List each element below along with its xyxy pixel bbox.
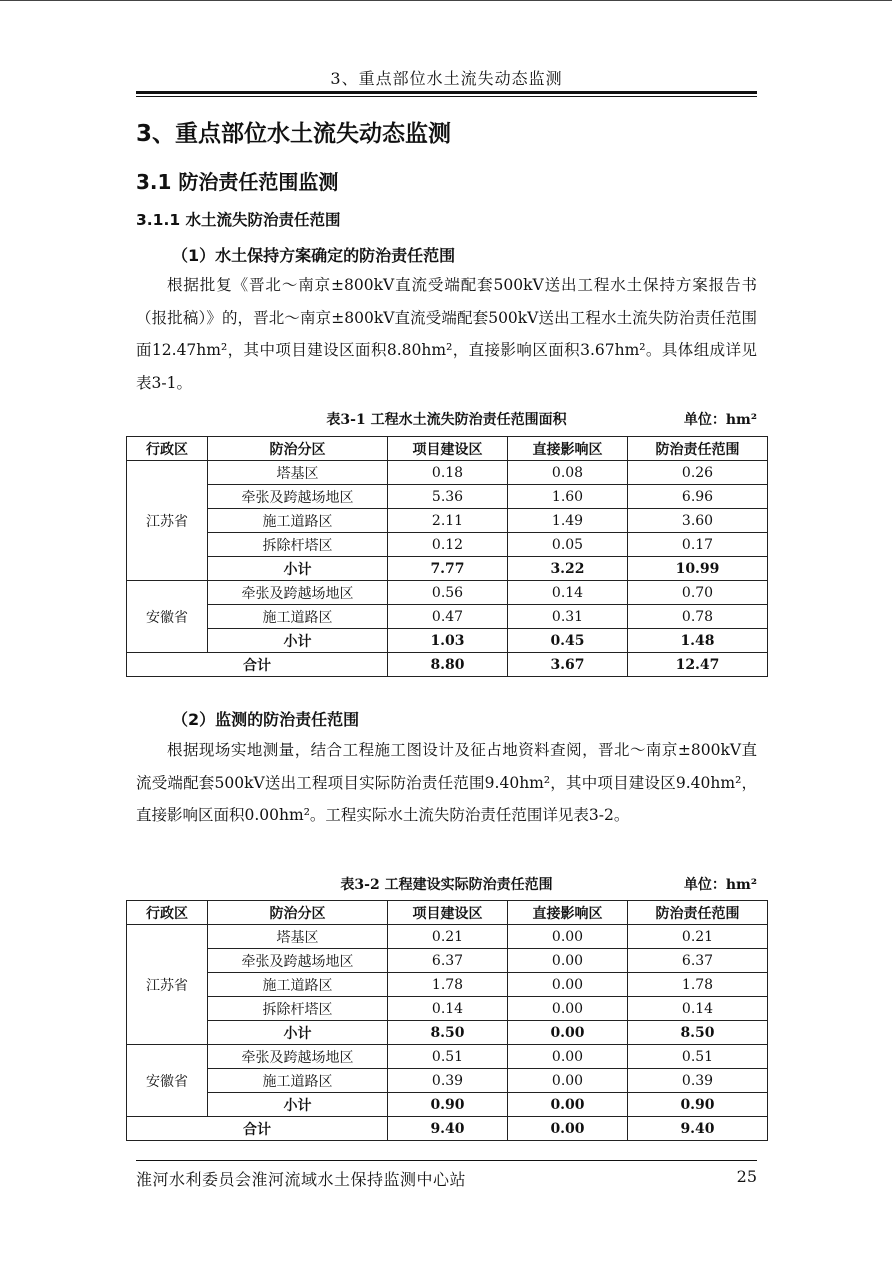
subtotal-label: 小计 xyxy=(208,1021,388,1045)
table-3-2-title: 表3-2 工程建设实际防治责任范围 xyxy=(340,877,553,893)
table-3-1-caption xyxy=(136,409,757,429)
province-cell: 江苏省 xyxy=(127,461,208,581)
value-cell: 0.08 xyxy=(508,461,628,485)
table-row xyxy=(127,1069,768,1093)
value-cell: 0.39 xyxy=(388,1069,508,1093)
zone-cell: 塔基区 xyxy=(208,461,388,485)
value-cell: 0.39 xyxy=(628,1069,768,1093)
col-header-admin: 行政区 xyxy=(127,437,208,461)
col-header-project: 项目建设区 xyxy=(388,437,508,461)
total-value: 3.67 xyxy=(508,653,628,677)
item-heading-1: （1）水土保持方案确定的防治责任范围 xyxy=(172,246,456,265)
total-value: 0.00 xyxy=(508,1117,628,1141)
subtotal-label: 小计 xyxy=(208,1093,388,1117)
subtotal-value: 0.00 xyxy=(508,1021,628,1045)
subtotal-row xyxy=(127,1093,768,1117)
subtotal-value: 1.48 xyxy=(628,629,768,653)
table-row xyxy=(127,533,768,557)
value-cell: 0.00 xyxy=(508,973,628,997)
subtotal-value: 7.77 xyxy=(388,557,508,581)
table-row xyxy=(127,925,768,949)
value-cell: 1.78 xyxy=(628,973,768,997)
value-cell: 0.05 xyxy=(508,533,628,557)
subtotal-value: 0.90 xyxy=(628,1093,768,1117)
subtotal-value: 0.45 xyxy=(508,629,628,653)
value-cell: 0.00 xyxy=(508,949,628,973)
value-cell: 0.00 xyxy=(508,1045,628,1069)
col-header-admin: 行政区 xyxy=(127,901,208,925)
value-cell: 0.56 xyxy=(388,581,508,605)
col-header-direct: 直接影响区 xyxy=(508,437,628,461)
value-cell: 0.70 xyxy=(628,581,768,605)
value-cell: 3.60 xyxy=(628,509,768,533)
province-cell: 安徽省 xyxy=(127,581,208,653)
table-row xyxy=(127,509,768,533)
total-row xyxy=(127,1117,768,1141)
section-heading: 3.1 防治责任范围监测 xyxy=(136,170,339,194)
header-rule-thick xyxy=(136,91,757,94)
value-cell: 0.26 xyxy=(628,461,768,485)
total-label: 合计 xyxy=(127,653,388,677)
zone-cell: 拆除杆塔区 xyxy=(208,997,388,1021)
table-3-2-caption xyxy=(136,874,757,894)
zone-cell: 施工道路区 xyxy=(208,509,388,533)
item-heading-2: （2）监测的防治责任范围 xyxy=(172,710,360,729)
page-top-border xyxy=(0,0,892,1)
value-cell: 0.12 xyxy=(388,533,508,557)
value-cell: 5.36 xyxy=(388,485,508,509)
subtotal-row xyxy=(127,557,768,581)
value-cell: 0.78 xyxy=(628,605,768,629)
value-cell: 0.47 xyxy=(388,605,508,629)
subtotal-row xyxy=(127,1021,768,1045)
value-cell: 0.51 xyxy=(388,1045,508,1069)
table-3-1-unit: 单位：hm² xyxy=(683,412,757,428)
subtotal-value: 1.03 xyxy=(388,629,508,653)
total-value: 8.80 xyxy=(388,653,508,677)
value-cell: 2.11 xyxy=(388,509,508,533)
zone-cell: 牵张及跨越场地区 xyxy=(208,581,388,605)
col-header-zone: 防治分区 xyxy=(208,901,388,925)
province-cell: 江苏省 xyxy=(127,925,208,1045)
paragraph-1 xyxy=(136,269,757,399)
province-cell: 安徽省 xyxy=(127,1045,208,1117)
total-value: 9.40 xyxy=(628,1117,768,1141)
table-row xyxy=(127,605,768,629)
zone-cell: 拆除杆塔区 xyxy=(208,533,388,557)
value-cell: 1.60 xyxy=(508,485,628,509)
zone-cell: 施工道路区 xyxy=(208,605,388,629)
value-cell: 1.78 xyxy=(388,973,508,997)
total-value: 9.40 xyxy=(388,1117,508,1141)
table-row xyxy=(127,973,768,997)
value-cell: 0.21 xyxy=(628,925,768,949)
paragraph-2 xyxy=(136,734,757,832)
table-row xyxy=(127,1045,768,1069)
value-cell: 0.51 xyxy=(628,1045,768,1069)
value-cell: 0.14 xyxy=(628,997,768,1021)
subtotal-value: 0.90 xyxy=(388,1093,508,1117)
col-header-direct: 直接影响区 xyxy=(508,901,628,925)
value-cell: 6.96 xyxy=(628,485,768,509)
zone-cell: 施工道路区 xyxy=(208,1069,388,1093)
table-row xyxy=(127,461,768,485)
value-cell: 0.00 xyxy=(508,1069,628,1093)
value-cell: 0.00 xyxy=(508,925,628,949)
page-number: 25 xyxy=(736,1167,757,1186)
value-cell: 6.37 xyxy=(628,949,768,973)
table-3-2 xyxy=(126,900,768,1141)
col-header-total: 防治责任范围 xyxy=(628,437,768,461)
value-cell: 1.49 xyxy=(508,509,628,533)
zone-cell: 塔基区 xyxy=(208,925,388,949)
paragraph-1-text: 根据批复《晋北～南京±800kV直流受端配套500kV送出工程水土保持方案报告书（报批稿）》的，晋北～南京±800kV直流受端配套500kV送出工程水土流失防治责任范围面12.47hm²，其中项目建设区面积8.80hm²，直接影响区面积3.67hm²。具体组成详见表3-1。 xyxy=(136,276,757,392)
footer-rule xyxy=(136,1160,757,1161)
subtotal-value: 8.50 xyxy=(628,1021,768,1045)
subtotal-value: 10.99 xyxy=(628,557,768,581)
value-cell: 0.00 xyxy=(508,997,628,1021)
table-row xyxy=(127,997,768,1021)
footer-organization: 淮河水利委员会淮河流域水土保持监测中心站 xyxy=(136,1170,467,1189)
subtotal-row xyxy=(127,629,768,653)
value-cell: 0.18 xyxy=(388,461,508,485)
table-3-1-title: 表3-1 工程水土流失防治责任范围面积 xyxy=(326,412,567,428)
running-header: 3、重点部位水土流失动态监测 xyxy=(330,69,563,88)
total-row xyxy=(127,653,768,677)
value-cell: 0.21 xyxy=(388,925,508,949)
total-label: 合计 xyxy=(127,1117,388,1141)
subsection-heading: 3.1.1 水土流失防治责任范围 xyxy=(136,211,341,229)
zone-cell: 牵张及跨越场地区 xyxy=(208,1045,388,1069)
col-header-total: 防治责任范围 xyxy=(628,901,768,925)
value-cell: 0.14 xyxy=(508,581,628,605)
subtotal-label: 小计 xyxy=(208,557,388,581)
subtotal-label: 小计 xyxy=(208,629,388,653)
table-3-1 xyxy=(126,436,768,677)
subtotal-value: 0.00 xyxy=(508,1093,628,1117)
zone-cell: 施工道路区 xyxy=(208,973,388,997)
header-rule-thin xyxy=(136,96,757,97)
total-value: 12.47 xyxy=(628,653,768,677)
zone-cell: 牵张及跨越场地区 xyxy=(208,485,388,509)
table-row xyxy=(127,581,768,605)
table-row xyxy=(127,949,768,973)
subtotal-value: 8.50 xyxy=(388,1021,508,1045)
paragraph-2-text: 根据现场实地测量，结合工程施工图设计及征占地资料查阅，晋北～南京±800kV直流受端配套500kV送出工程项目实际防治责任范围9.40hm²，其中项目建设区9.40hm²，直接影响区面积0.00hm²。工程实际水土流失防治责任范围详见表3-2。 xyxy=(136,741,757,824)
value-cell: 6.37 xyxy=(388,949,508,973)
col-header-zone: 防治分区 xyxy=(208,437,388,461)
value-cell: 0.14 xyxy=(388,997,508,1021)
table-row xyxy=(127,485,768,509)
value-cell: 0.31 xyxy=(508,605,628,629)
col-header-project: 项目建设区 xyxy=(388,901,508,925)
subtotal-value: 3.22 xyxy=(508,557,628,581)
value-cell: 0.17 xyxy=(628,533,768,557)
zone-cell: 牵张及跨越场地区 xyxy=(208,949,388,973)
chapter-heading: 3、重点部位水土流失动态监测 xyxy=(136,121,452,147)
table-3-2-unit: 单位：hm² xyxy=(683,877,757,893)
